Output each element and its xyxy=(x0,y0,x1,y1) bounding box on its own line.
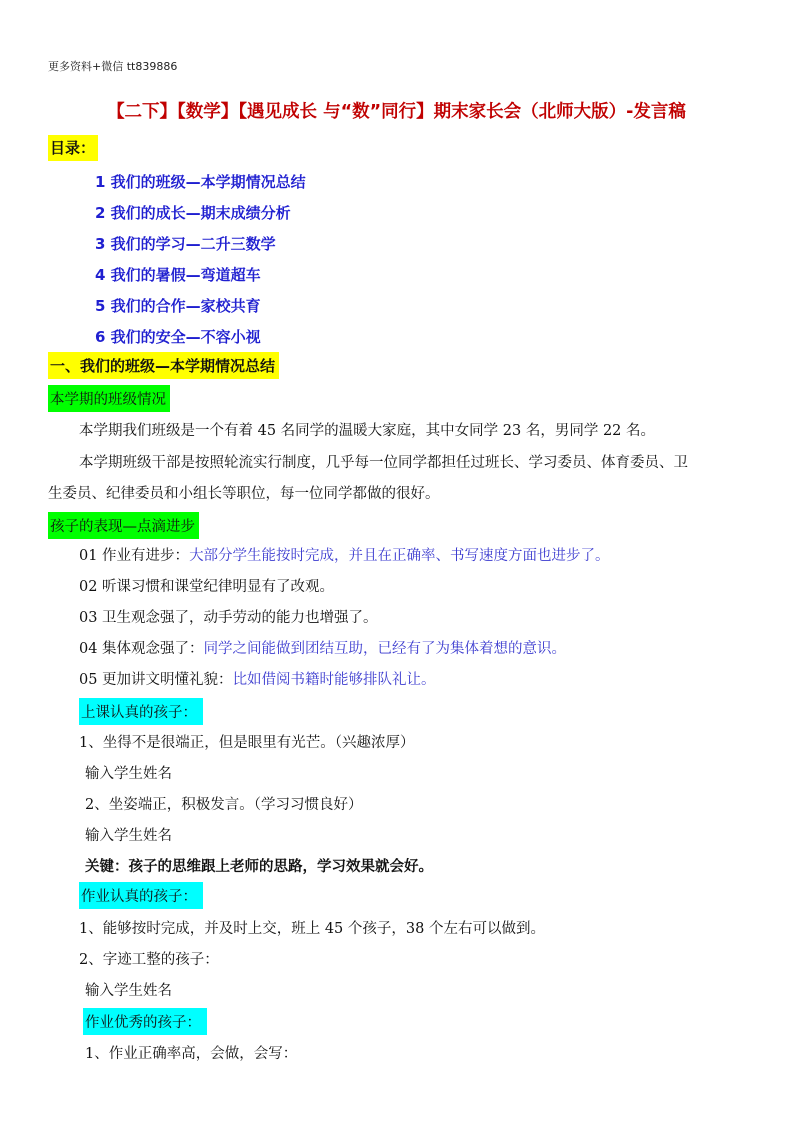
toc-item-4: 4 我们的暑假—弯道超车 xyxy=(95,266,261,284)
attentive-line-2: 2、坐姿端正，积极发言。（学习习惯良好） xyxy=(85,797,363,813)
header-note: 更多资料+微信 tt839886 xyxy=(48,60,178,73)
item-lead: 01 作业有进步： xyxy=(79,548,190,564)
list-item xyxy=(79,637,566,658)
toc-item-1: 1 我们的班级—本学期情况总结 xyxy=(95,173,306,191)
list-item xyxy=(79,668,436,689)
paragraph-class-cadres-line2: 生委员、纪律委员和小组长等职位，每一位同学都做的很好。 xyxy=(48,486,440,502)
subheading-homework-students: 作业认真的孩子： xyxy=(79,882,203,909)
item-lead: 03 卫生观念强了，动手劳动的能力也增强了。 xyxy=(79,610,378,626)
document-title: 【二下】【数学】【遇见成长 与“数”同行】期末家长会（北师大版）-发言稿 xyxy=(107,102,686,122)
subheading-progress: 孩子的表现—点滴进步 xyxy=(48,512,199,539)
item-detail: 同学之间能做到团结互助，已经有了为集体着想的意识。 xyxy=(203,641,567,657)
item-detail: 大部分学生能按时完成，并且在正确率、书写速度方面也进步了。 xyxy=(189,548,610,564)
student-name-placeholder-3: 输入学生姓名 xyxy=(85,983,172,999)
paragraph-class-size: 本学期我们班级是一个有着 45 名同学的温暖大家庭，其中女同学 23 名，男同学 22 名。 xyxy=(79,423,656,439)
homework-line-1: 1、能够按时完成，并及时上交，班上 45 个孩子，38 个左右可以做到。 xyxy=(79,921,545,937)
list-item xyxy=(79,544,610,565)
toc-label: 目录： xyxy=(48,135,98,161)
excellent-line-1: 1、作业正确率高，会做，会写： xyxy=(85,1046,298,1062)
section-heading: 一、我们的班级—本学期情况总结 xyxy=(48,352,279,379)
toc-item-3: 3 我们的学习—二升三数学 xyxy=(95,235,276,253)
subheading-attentive-students: 上课认真的孩子： xyxy=(79,698,203,725)
subheading-excellent-homework: 作业优秀的孩子： xyxy=(83,1008,207,1035)
item-detail: 比如借阅书籍时能够排队礼让。 xyxy=(232,672,436,688)
list-item xyxy=(79,575,334,596)
homework-line-2: 2、字迹工整的孩子： xyxy=(79,952,219,968)
toc-item-5: 5 我们的合作—家校共育 xyxy=(95,297,261,315)
student-name-placeholder-2: 输入学生姓名 xyxy=(85,828,172,844)
list-item xyxy=(79,606,378,627)
toc-item-2: 2 我们的成长—期末成绩分析 xyxy=(95,204,291,222)
key-point: 关键：孩子的思维跟上老师的思路，学习效果就会好。 xyxy=(85,859,433,875)
item-lead: 02 听课习惯和课堂纪律明显有了改观。 xyxy=(79,579,335,595)
item-lead: 04 集体观念强了： xyxy=(79,641,204,657)
toc-item-6: 6 我们的安全—不容小视 xyxy=(95,328,261,346)
attentive-line-1: 1、坐得不是很端正，但是眼里有光芒。（兴趣浓厚） xyxy=(79,735,415,751)
item-lead: 05 更加讲文明懂礼貌： xyxy=(79,672,233,688)
subheading-class-situation: 本学期的班级情况 xyxy=(48,385,170,412)
student-name-placeholder-1: 输入学生姓名 xyxy=(85,766,172,782)
paragraph-class-cadres-line1: 本学期班级干部是按照轮流实行制度，几乎每一位同学都担任过班长、学习委员、体育委员、卫 xyxy=(79,455,688,471)
